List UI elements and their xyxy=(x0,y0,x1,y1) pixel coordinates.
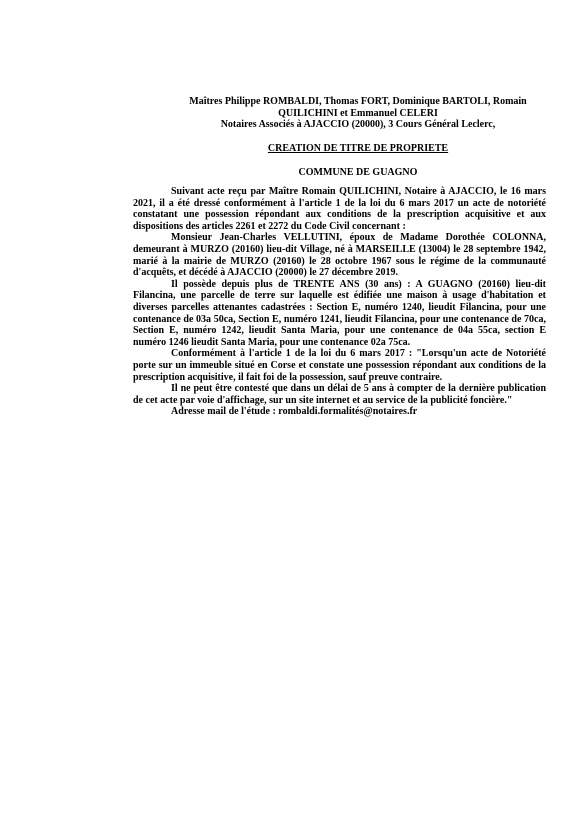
paragraph-contest: Il ne peut être contesté que dans un délai de 5 ans à compter de la dernière publication de cet acte par voie d'affichage, sur un site internet et au service de la publicité foncière." xyxy=(133,383,546,406)
paragraph-person: Monsieur Jean-Charles VELLUTINI, époux de Madame Dorothée COLONNA, demeurant à MURZO (20160) lieu-dit Village, né à MARSEILLE (13004) le 28 septembre 1942, marié à la mairie de MURZO (20160) le 28 octobre 1967 sous le régime de la communauté d'acquêts, et décédé à AJACCIO (20000) le 27 décembre 2019. xyxy=(133,232,546,279)
header-line-2: QUILICHINI et Emmanuel CELERI xyxy=(278,107,438,119)
paragraph-act: Suivant acte reçu par Maître Romain QUILICHINI, Notaire à AJACCIO, le 16 mars 2021, il a été dressé conformément à l'article 1 de la loi du 6 mars 2017 un acte de notoriété constatant une possession répondant aux conditions de la prescription acquisitive et aux dispositions des articles 2261 et 2272 du Code Civil concernant : xyxy=(133,186,546,232)
document-body xyxy=(133,186,546,418)
document-title-block xyxy=(150,143,566,155)
commune-heading: COMMUNE DE GUAGNO xyxy=(298,167,418,178)
notary-header xyxy=(150,96,566,131)
paragraph-property: Il possède depuis plus de TRENTE ANS (30 ans) : A GUAGNO (20160) lieu-dit Filancina, une parcelle de terre sur laquelle est édifiée une maison à usage d'habitation et diverses parcelles attenantes cadastrées : Section E, numéro 1240, lieudit Filancina, pour une contenance de 03a 50ca, Section E, numéro 1241, lieudit Filancina, pour une contenance de 70ca, Section E, numéro 1242, lieudit Santa Maria, pour une contenance de 04a 55ca, section E numéro 1246 lieudit Santa Maria, pour une contenance 02a 75ca. xyxy=(133,278,546,348)
paragraph-email: Adresse mail de l'étude : rombaldi.formalités@notaires.fr xyxy=(171,406,418,418)
paragraph-law: Conformément à l'article 1 de la loi du 6 mars 2017 : "Lorsqu'un acte de Notoriété porte sur un immeuble situé en Corse et constate une possession répondant aux conditions de la prescription acquisitive, il fait foi de la possession, sauf preuve contraire. xyxy=(133,348,546,383)
header-line-3: Notaires Associés à AJACCIO (20000), 3 Cours Général Leclerc, xyxy=(220,119,496,130)
header-line-1: Maîtres Philippe ROMBALDI, Thomas FORT, Dominique BARTOLI, Romain xyxy=(189,96,527,107)
document-title: CREATION DE TITRE DE PROPRIETE xyxy=(267,143,449,154)
